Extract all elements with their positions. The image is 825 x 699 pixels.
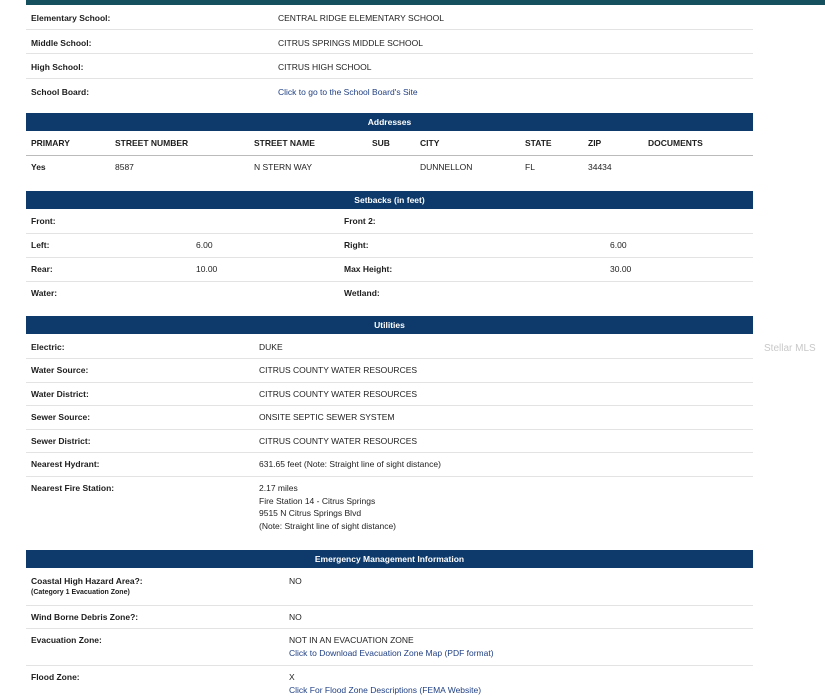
col-street-number: STREET NUMBER: [115, 138, 189, 148]
electric-value: DUKE: [259, 342, 283, 352]
col-documents: DOCUMENTS: [648, 138, 703, 148]
electric-label: Electric:: [31, 342, 65, 352]
address-street-name: N STERN WAY: [254, 162, 313, 172]
col-sub: SUB: [372, 138, 390, 148]
divider: [26, 452, 753, 453]
address-street-number: 8587: [115, 162, 134, 172]
high-school-label: High School:: [31, 62, 84, 73]
fire-station-name: Fire Station 14 - Citrus Springs: [259, 496, 376, 506]
flood-zone-link[interactable]: Click For Flood Zone Descriptions (FEMA Website): [289, 685, 482, 695]
coastal-hazard-value: NO: [289, 576, 302, 586]
water-district-label: Water District:: [31, 389, 89, 399]
divider: [26, 476, 753, 477]
setback-rear-label: Rear:: [31, 264, 53, 274]
water-district-value: CITRUS COUNTY WATER RESOURCES: [259, 389, 418, 399]
col-primary: PRIMARY: [31, 138, 70, 148]
divider: [26, 382, 753, 383]
elementary-school-label: Elementary School:: [31, 13, 111, 23]
address-zip: 34434: [588, 162, 612, 172]
setback-right-label: Right:: [344, 240, 369, 250]
setback-right-value: 6.00: [610, 240, 627, 250]
col-city: CITY: [420, 138, 440, 148]
col-zip: ZIP: [588, 138, 602, 148]
evacuation-map-link[interactable]: Click to Download Evacuation Zone Map (PDF format): [289, 648, 494, 658]
fire-station-note: (Note: Straight line of sight distance): [259, 521, 397, 531]
fire-station-address: 9515 N Citrus Springs Blvd: [259, 508, 362, 518]
address-state: FL: [525, 162, 535, 172]
setback-rear-value: 10.00: [196, 264, 218, 274]
fire-station-distance: 2.17 miles: [259, 483, 298, 493]
flood-zone-value: X: [289, 672, 295, 682]
elementary-school-value: CENTRAL RIDGE ELEMENTARY SCHOOL: [278, 13, 444, 23]
sewer-source-label: Sewer Source:: [31, 412, 91, 422]
coastal-hazard-sublabel: (Category 1 Evacuation Zone): [31, 589, 130, 596]
address-city: DUNNELLON: [420, 162, 473, 172]
school-board-link[interactable]: Click to go to the School Board's Site: [278, 86, 418, 97]
sewer-district-value: CITRUS COUNTY WATER RESOURCES: [259, 436, 418, 446]
sewer-district-label: Sewer District:: [31, 436, 91, 446]
school-row: [26, 54, 753, 79]
utilities-header: Utilities: [26, 316, 753, 334]
divider: [26, 605, 753, 606]
setback-front2-label: Front 2:: [344, 216, 376, 226]
sewer-source-value: ONSITE SEPTIC SEWER SYSTEM: [259, 412, 395, 422]
evacuation-zone-label: Evacuation Zone:: [31, 635, 102, 645]
divider: [26, 665, 753, 666]
divider: [26, 628, 753, 629]
setbacks-header: Setbacks (in feet): [26, 191, 753, 209]
col-state: STATE: [525, 138, 552, 148]
setback-left-value: 6.00: [196, 240, 213, 250]
school-row: [26, 79, 753, 103]
divider: [26, 429, 753, 430]
emergency-header: Emergency Management Information: [26, 550, 753, 568]
nearest-hydrant-value: 631.65 feet (Note: Straight line of sight distance): [259, 459, 441, 469]
school-row: [26, 30, 753, 55]
schools-section: [26, 5, 753, 102]
divider: [26, 257, 753, 258]
evacuation-zone-value: NOT IN AN EVACUATION ZONE: [289, 635, 414, 645]
divider: [26, 405, 753, 406]
school-row: [26, 5, 753, 30]
setback-max-height-value: 30.00: [610, 264, 632, 274]
coastal-hazard-label: Coastal High Hazard Area?:: [31, 576, 143, 586]
water-source-value: CITRUS COUNTY WATER RESOURCES: [259, 365, 418, 375]
middle-school-label: Middle School:: [31, 37, 92, 48]
top-bar-extension: [753, 0, 825, 5]
wind-debris-label: Wind Borne Debris Zone?:: [31, 612, 139, 622]
setback-front-label: Front:: [31, 216, 56, 226]
nearest-hydrant-label: Nearest Hydrant:: [31, 459, 100, 469]
wind-debris-value: NO: [289, 612, 302, 622]
middle-school-value: CITRUS SPRINGS MIDDLE SCHOOL: [278, 37, 423, 48]
col-street-name: STREET NAME: [254, 138, 315, 148]
divider: [26, 233, 753, 234]
high-school-value: CITRUS HIGH SCHOOL: [278, 62, 372, 73]
divider: [26, 155, 753, 156]
setback-max-height-label: Max Height:: [344, 264, 393, 274]
setback-wetland-label: Wetland:: [344, 288, 380, 298]
nearest-fire-station-label: Nearest Fire Station:: [31, 483, 115, 493]
school-board-label: School Board:: [31, 86, 90, 97]
flood-zone-label: Flood Zone:: [31, 672, 80, 682]
address-primary: Yes: [31, 162, 46, 172]
setback-water-label: Water:: [31, 288, 58, 298]
watermark: Stellar MLS: [764, 343, 816, 354]
water-source-label: Water Source:: [31, 365, 89, 375]
divider: [26, 281, 753, 282]
divider: [26, 358, 753, 359]
addresses-header: Addresses: [26, 113, 753, 131]
setback-left-label: Left:: [31, 240, 50, 250]
